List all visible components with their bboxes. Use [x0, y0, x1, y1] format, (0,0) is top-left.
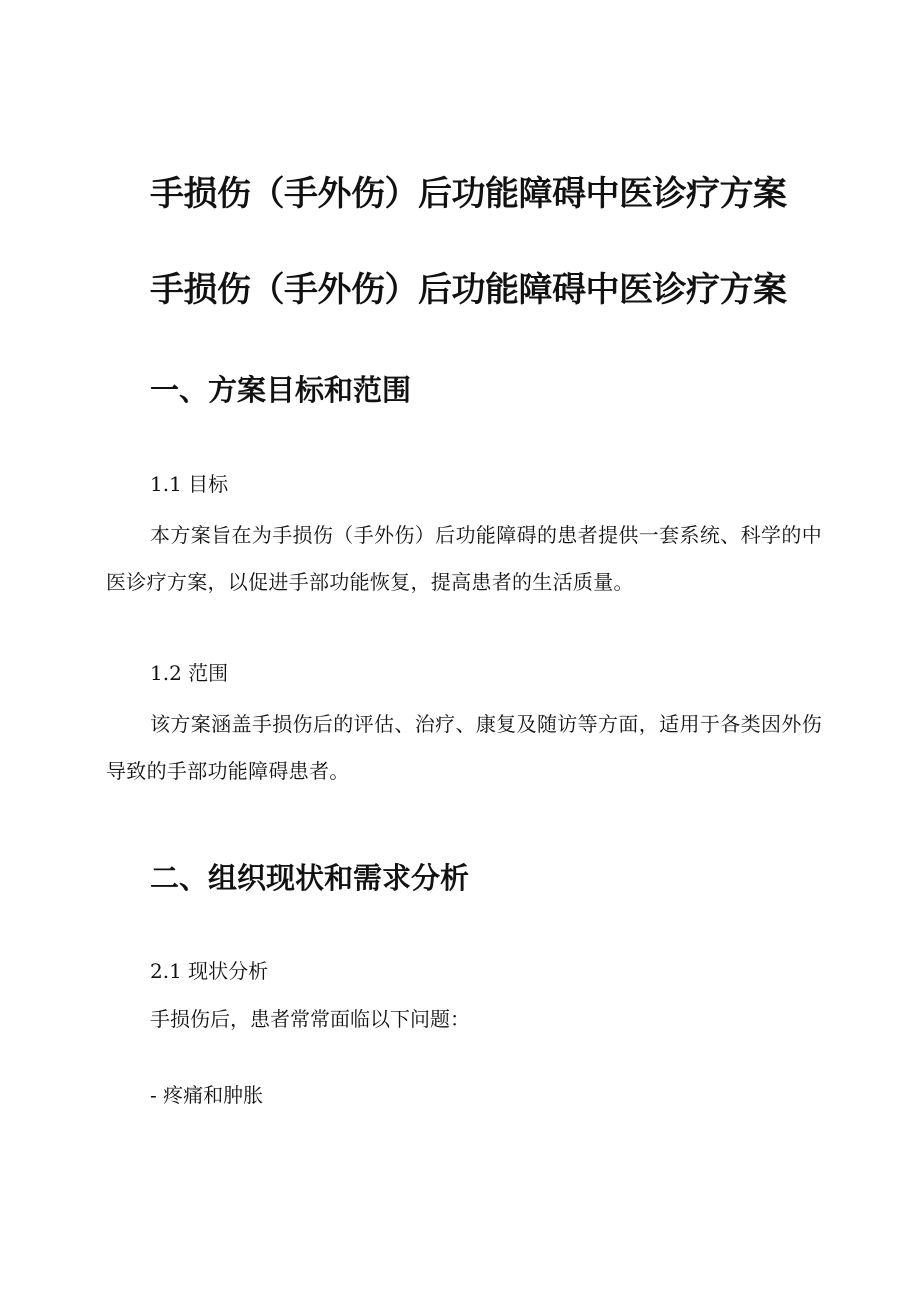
- paragraph-goal: 本方案旨在为手损伤（手外伤）后功能障碍的患者提供一套系统、科学的中医诊疗方案，以促进手部功能恢复，提高患者的生活质量。: [106, 523, 822, 594]
- document-title: 手损伤（手外伤）后功能障碍中医诊疗方案: [150, 174, 787, 214]
- section-heading-1: 一、方案目标和范围: [150, 373, 412, 407]
- subsection-heading-2-1: 2.1 现状分析: [150, 959, 269, 983]
- paragraph-status-intro: 手损伤后，患者常常面临以下问题：: [150, 1007, 470, 1031]
- document-title-repeat: 手损伤（手外伤）后功能障碍中医诊疗方案: [150, 270, 787, 310]
- list-item: - 疼痛和肿胀: [150, 1083, 264, 1107]
- section-heading-2: 二、组织现状和需求分析: [150, 861, 470, 895]
- paragraph-scope: 该方案涵盖手损伤后的评估、治疗、康复及随访等方面，适用于各类因外伤导致的手部功能障碍患者。: [106, 712, 822, 783]
- subsection-heading-1-2: 1.2 范围: [150, 661, 229, 685]
- subsection-heading-1-1: 1.1 目标: [150, 472, 229, 496]
